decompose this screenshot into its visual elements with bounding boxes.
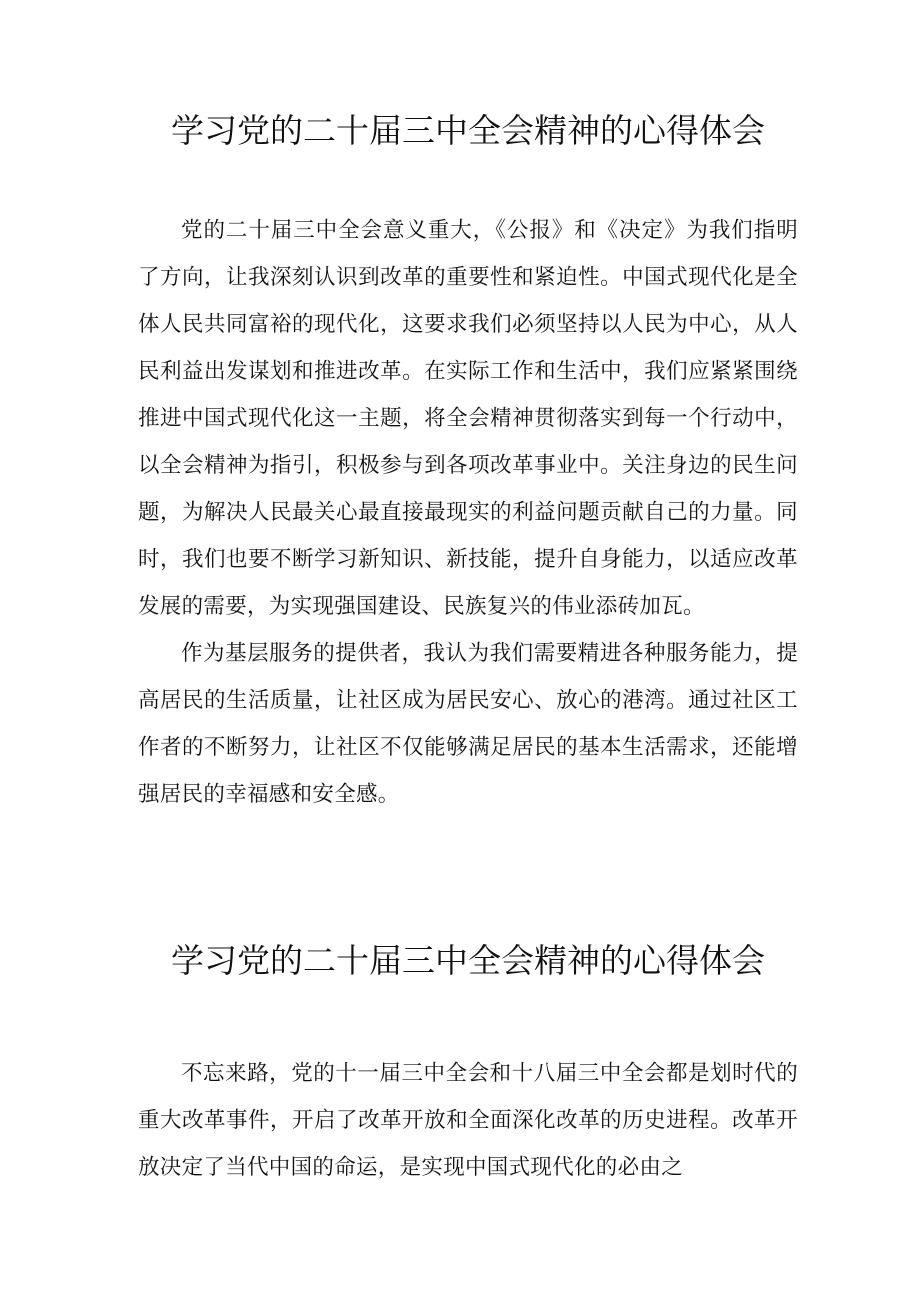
article-body <box>138 207 798 818</box>
article-title: 学习党的二十届三中全会精神的心得体会 <box>171 111 765 150</box>
article-section-2 <box>138 938 798 1191</box>
paragraph: 作为基层服务的提供者，我认为我们需要精进各种服务能力，提高居民的生活质量，让社区成为居民安心、放心的港湾。通过社区工作者的不断努力，让社区不仅能够满足居民的基本生活需求，还能增强居民的幸福感和安全感。 <box>138 641 798 807</box>
article-section-1 <box>138 108 798 818</box>
article-title: 学习党的二十届三中全会精神的心得体会 <box>171 941 765 980</box>
paragraph: 不忘来路，党的十一届三中全会和十八届三中全会都是划时代的重大改革事件，开启了改革开放和全面深化改革的历史进程。改革开放决定了当代中国的命运，是实现中国式现代化的必由之 <box>138 1061 798 1180</box>
article-body <box>138 1050 798 1191</box>
paragraph: 党的二十届三中全会意义重大，《公报》和《决定》为我们指明了方向，让我深刻认识到改革的重要性和紧迫性。中国式现代化是全体人民共同富裕的现代化，这要求我们必须坚持以人民为中心，从人民利益出发谋划和推进改革。在实际工作和生活中，我们应紧紧围绕推进中国式现代化这一主题，将全会精神贯彻落实到每一个行动中，以全会精神为指引，积极参与到各项改革事业中。关注身边的民生问题，为解决人民最关心最直接最现实的利益问题贡献自己的力量。同时，我们也要不断学习新知识、新技能，提升自身能力，以适应改革发展的需要，为实现强国建设、民族复兴的伟业添砖加瓦。 <box>138 218 798 619</box>
